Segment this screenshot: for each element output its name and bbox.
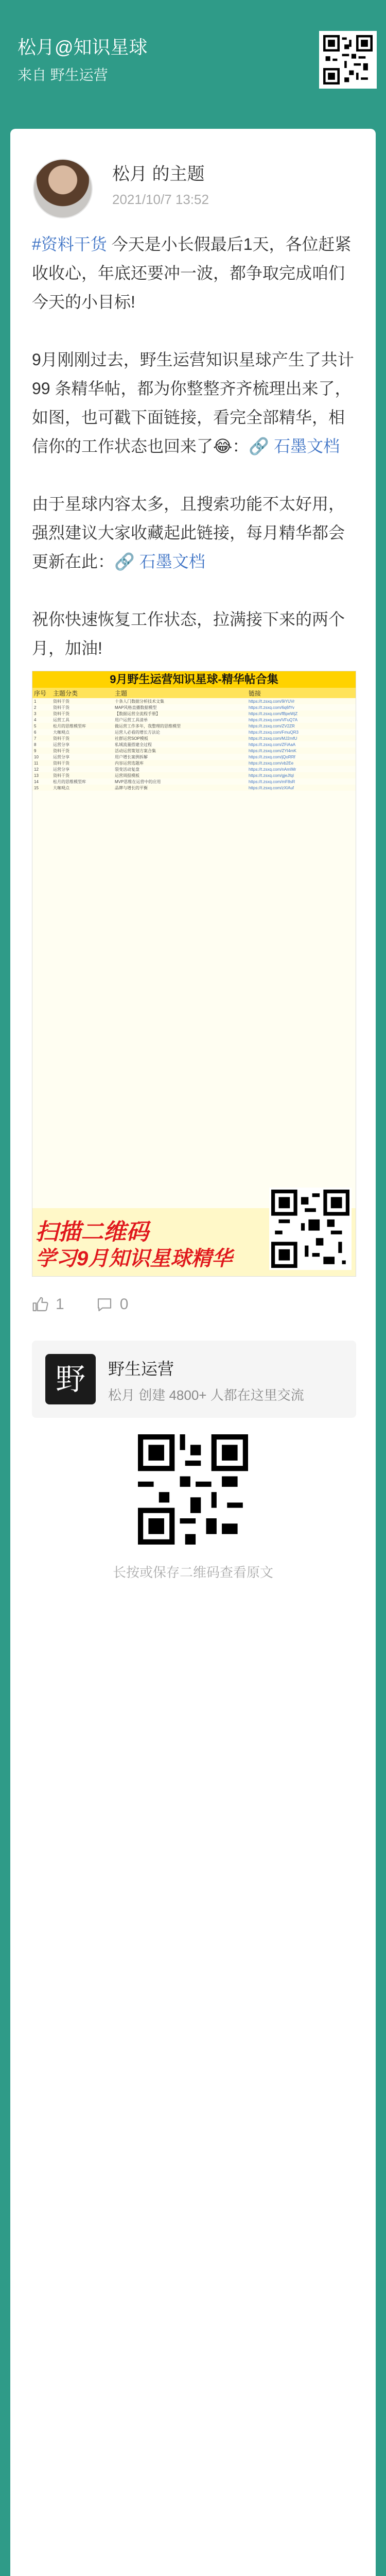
table-cell: 4 [34,717,37,722]
table-cell: 活动运营策划方案合集 [115,748,156,753]
table-cell[interactable]: https://t.zsxq.com/FmuQR3 [249,730,299,735]
table-cell: 5 [34,723,37,728]
table-row [32,754,356,760]
qr-code-graphic [271,1190,349,1268]
paragraph-1-text: 今天是小长假最后1天，各位赶紧收收心，年底还要冲一波，都争取完成咱们今天的小目标! [32,235,352,311]
table-cell: 裂变活动复盘 [115,767,139,772]
group-logo: 野 [45,1354,96,1404]
table-row [32,748,356,754]
table-cell: 8 [34,742,37,747]
header [0,0,386,98]
table-cell[interactable]: https://t.zsxq.com/ZFiAaA [249,742,296,747]
qr-code-graphic [323,35,373,84]
table-cell: 【数据运营全流程手册】 [115,711,160,716]
table-cell[interactable]: https://t.zsxq.com/fBpeWjZ [249,711,298,716]
post-content [32,230,356,691]
table-row [32,704,356,710]
table-cell: 做运营工作多年，我整理的思维模型 [115,723,181,728]
table-cell: 运营人必看的增长方法论 [115,730,160,735]
table-header-cell: 序号 [34,689,47,697]
table-row [32,729,356,735]
paragraph-2-text: 9月刚刚过去，野生运营知识星球产生了共计 99 条精华帖，都为你整整齐齐梳理出来了，如图，也可戳下面链接，看完全部精华，相信你的工作状态也回来了😂： [32,350,354,455]
table-header-cell: 主题分类 [53,689,78,697]
table-row [32,723,356,729]
table-cell[interactable]: https://t.zsxq.com/9iYUVr [249,699,295,704]
table-cell: 松月的思维模型库 [53,723,86,728]
shimo-doc-link-1[interactable]: 🔗 石墨文档 [249,437,340,455]
table-cell: 9 [34,748,37,753]
table-row [32,778,356,785]
table-row [32,698,356,704]
table-cell[interactable]: https://t.zsxq.com/mF8sR [249,779,295,784]
paragraph-1 [32,230,356,316]
paragraph-3 [32,489,356,576]
table-cell: 内容运营选题库 [115,760,144,766]
post-date: 2021/10/7 13:52 [112,192,209,207]
table-cell[interactable]: https://t.zsxq.com/nAmIMr [249,767,296,772]
topic-tag[interactable]: #资料干货 [32,235,107,253]
table-cell: 14 [34,779,39,784]
table-header-cell: 主题 [115,689,128,697]
table-cell[interactable]: https://t.zsxq.com/vb2Ee [249,760,294,766]
table-cell: MAP风格直播数据模型 [115,705,157,710]
post-card [10,129,376,2576]
table-cell: 资料干货 [53,705,69,710]
table-cell: 12 [34,767,39,772]
paragraph-4: 祝你快速恢复工作状态，拉满接下来的两个月，加油! [32,610,345,657]
header-title: 松月@知识星球 [17,37,148,58]
table-cell: 用户增长案例拆解 [115,754,148,759]
table-cell[interactable]: https://t.zsxq.com/VFuQ7A [249,717,298,722]
table-cell: 运营分享 [53,767,69,772]
paragraph-3-text: 由于星球内容太多，且搜索功能不太好用，强烈建议大家收藏起此链接，每月精华都会更新在此： [32,495,345,571]
table-cell: 资料干货 [53,736,69,741]
table-cell: 私域流量搭建全过程 [115,742,152,747]
post-author[interactable]: 松月 的主题 [112,164,205,184]
table-cell: 运营分享 [53,754,69,759]
table-cell: 大咖观点 [53,785,69,790]
footer-qr-code-icon[interactable] [138,1434,248,1545]
table-header [32,688,356,698]
table-cell: 13 [34,773,39,778]
table-cell[interactable]: https://t.zsxq.com/ZYl4mK [249,748,296,753]
table-cell: 资料干货 [53,711,69,716]
table-cell[interactable]: https://t.zsxq.com/ZV2ZR [249,723,295,728]
table-cell: 资料干货 [53,773,69,778]
table-title: 9月野生运营知识星球-精华帖合集 [32,671,356,688]
table-cell: 运营工具 [53,717,69,722]
table-cell: MVP思维在运营中的应用 [115,779,161,784]
comment-button[interactable] [96,1296,129,1313]
table-cell: 大咖观点 [53,730,69,735]
table-cell: 10 [34,754,39,759]
table-cell: 15 [34,785,39,790]
group-card[interactable] [32,1341,356,1418]
table-header-cell: 链接 [249,689,261,697]
table-row [32,735,356,741]
like-button[interactable] [32,1296,64,1313]
table-cell: 运营分享 [53,742,69,747]
post-stats [32,1294,160,1315]
table-row [32,766,356,772]
table-cell: 3 [34,711,37,716]
table-cell: 十条人门数据分析技术文集 [115,699,164,704]
table-footer-line-2: 学习9月知识星球精华 [36,1247,233,1270]
table-cell[interactable]: https://t.zsxq.com/jQoRRf [249,754,295,759]
table-row [32,717,356,723]
table-row [32,785,356,791]
table-cell[interactable]: https://t.zsxq.com/zXIAuf [249,785,294,790]
paragraph-2 [32,345,356,461]
table-cell[interactable]: https://t.zsxq.com/gjeJfqI [249,773,294,778]
group-description: 松月 创建 4800+ 人都在这里交流 [108,1387,304,1403]
thumbs-up-icon [32,1296,48,1313]
table-cell: 11 [34,760,39,766]
digest-table-image[interactable] [32,671,356,1277]
comment-icon [96,1296,113,1313]
group-name: 野生运营 [108,1360,174,1378]
table-cell[interactable]: https://t.zsxq.com/6q6fYv [249,705,294,710]
table-body [32,698,356,791]
table-row [32,760,356,766]
table-cell: 6 [34,730,37,735]
table-cell: 资料干货 [53,699,69,704]
table-cell: 品牌与增长的平衡 [115,785,148,790]
table-cell: 社群运营SOP模板 [115,736,148,741]
table-cell: 用户运营工具清单 [115,717,148,722]
table-row [32,741,356,748]
table-qr-code-icon [269,1188,352,1270]
shimo-doc-link-2[interactable]: 🔗 石墨文档 [114,552,205,571]
avatar[interactable] [33,159,93,218]
table-row [32,710,356,717]
table-cell: 运营周报模板 [115,773,139,778]
table-row [32,772,356,778]
qr-code-graphic [138,1434,248,1545]
like-count: 1 [56,1296,64,1313]
table-cell: 2 [34,705,37,710]
table-cell[interactable]: https://t.zsxq.com/MJ2mfU [249,736,297,741]
table-cell: 1 [34,699,37,704]
footer-hint: 长按或保存二维码查看原文 [112,1565,273,1580]
table-cell: 资料干货 [53,748,69,753]
table-cell: 松月的思维模型库 [53,779,86,784]
table-footer-line-1: 扫描二维码 [36,1219,149,1245]
table-cell: 7 [34,736,37,741]
table-cell: 资料干货 [53,760,69,766]
table-footer-banner [32,1208,356,1276]
source-label: 来自 野生运营 [17,67,108,83]
comment-count: 0 [119,1296,129,1313]
qr-code-icon[interactable] [319,31,377,89]
